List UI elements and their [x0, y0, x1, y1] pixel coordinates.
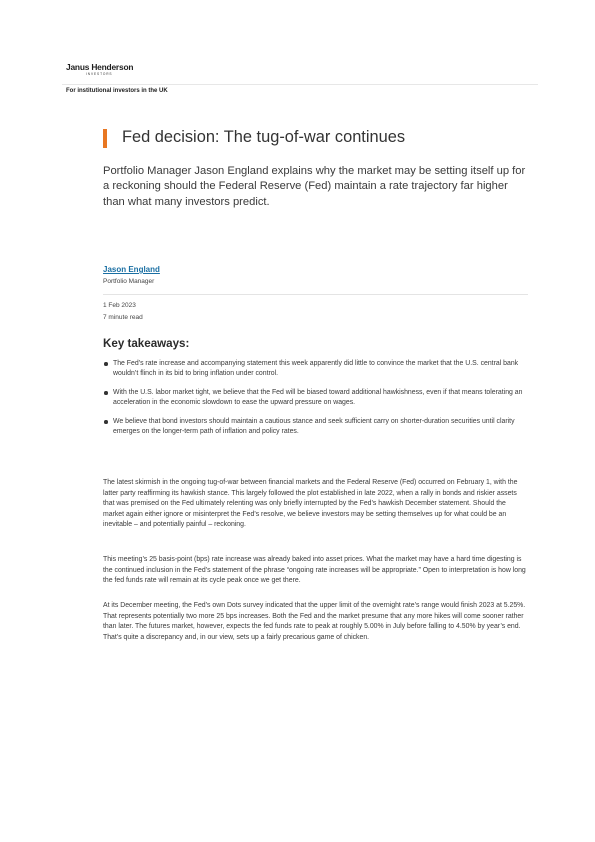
page-title: Fed decision: The tug-of-war continues: [122, 128, 406, 146]
takeaway-text: With the U.S. labor market tight, we believe that the Fed will be biased toward additional hawkishness, even if that means tolerating an acceleration in the economic slowdown to ease the upward pressure on wages.: [113, 389, 523, 406]
body-paragraph: At its December meeting, the Fed’s own Dots survey indicated that the upper limit of the overnight rate’s range would finish 2023 at 5.25%. That represents potentially two more 25 bps increases. Both the Fed and the market presume that any more hikes will come sooner rather than later. The futures market, however, expects the fed funds rate to peak at roughly 5.00% in July before falling to 4.50% by year’s end. That’s quite a discrepancy and, in our view, sets up a fairly precarious game of chicken.: [103, 602, 526, 641]
brand-logo[interactable]: [66, 63, 133, 76]
bullet-icon: [104, 362, 108, 366]
bullet-icon: [104, 420, 108, 424]
header-divider: [62, 84, 538, 85]
list-item: [103, 417, 528, 436]
author-link[interactable]: Jason England: [103, 265, 160, 274]
key-takeaways-list: [103, 359, 528, 447]
list-item: [103, 388, 528, 407]
publish-date: 1 Feb 2023: [103, 302, 136, 309]
author-role: Portfolio Manager: [103, 278, 155, 285]
title-accent-bar: [103, 129, 107, 148]
brand-subtitle: INVESTORS: [86, 72, 113, 76]
bullet-icon: [104, 391, 108, 395]
list-item: [103, 359, 528, 378]
body-paragraph: The latest skirmish in the ongoing tug-of-war between financial markets and the Federal Reserve (Fed) occurred on February 1, with the latter party reaffirming its hawkish stance. This largely followed the plot established in late 2022, when a rally in bonds and riskier assets that was premised on the Fed ultimately relenting was only briefly interrupted by the Fed’s hawkish December statement. Should the market again either ignore or misinterpret the Fed’s resolve, we believe investors may be setting themselves up for what could be an inevitable – and potentially painful – reckoning.: [103, 479, 518, 528]
read-time: 7 minute read: [103, 314, 143, 321]
audience-label: For institutional investors in the UK: [66, 88, 168, 94]
article-intro: Portfolio Manager Jason England explains why the market may be setting itself up for a reckoning should the Federal Reserve (Fed) maintain a rate trajectory far higher than what many investors predict.: [103, 165, 526, 208]
takeaway-text: We believe that bond investors should maintain a cautious stance and seek sufficient carry on shorter-duration securities until clarity emerges on the longer-term path of inflation and policy rates.: [113, 418, 515, 435]
takeaway-text: The Fed’s rate increase and accompanying statement this week apparently did little to convince the market that the U.S. central bank wouldn’t flinch in its bid to bring inflation under control.: [113, 360, 519, 377]
body-paragraph: This meeting’s 25 basis-point (bps) rate increase was already baked into asset prices. What the market may have a hard time digesting is the continued inclusion in the Fed’s statement of the phrase “ongoing rate increases will be appropriate.” Open to interpretation is how long the fed funds rate will remain at its cycle peak once we get there.: [103, 556, 526, 584]
meta-divider: [103, 294, 528, 295]
brand-name: Janus Henderson: [66, 62, 134, 72]
key-takeaways-heading: Key takeaways:: [103, 337, 190, 350]
